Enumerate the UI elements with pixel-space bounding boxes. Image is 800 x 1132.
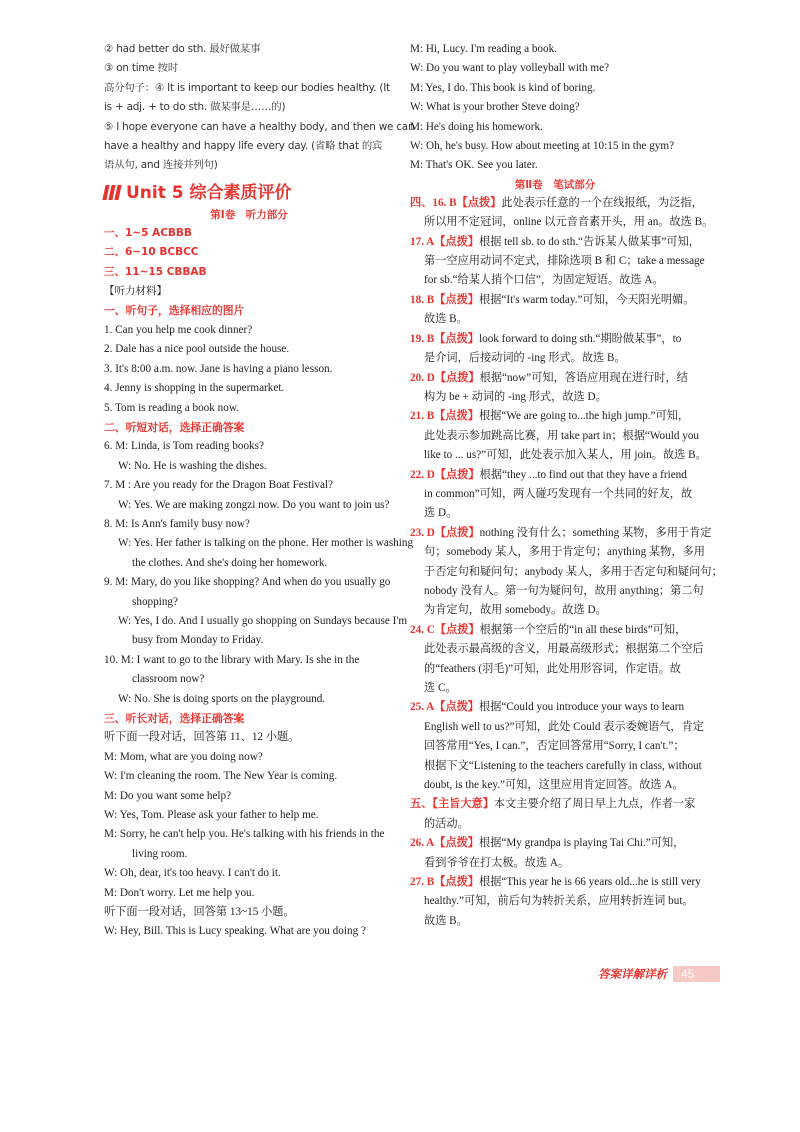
explanation-line (410, 815, 700, 834)
dialog-line: W: Hey, Bill. This is Lucy speaking. What are you doing ? (104, 925, 366, 938)
answer-label: 一、1~5 (104, 226, 153, 239)
explanation-line (410, 310, 700, 329)
answer-label: 二、6~10 (104, 246, 160, 259)
explanation-text: 根据 tell sb. to do sth.“告诉某人做某事”可知， (479, 235, 700, 248)
explanation-text: 于否定句和疑问句；anybody 某人，多用于否定句和疑问句； (424, 565, 723, 578)
explanation-line (410, 407, 700, 426)
explanation-line (410, 873, 700, 892)
explanation-text: for sb.“给某人捎个口信”，为固定短语。故选 A。 (424, 274, 664, 287)
explanation-text: in common”可知，两人碰巧发现有一个共同的好友，故 (424, 487, 693, 500)
listening-sentence: 2. Dale has a nice pool outside the house. (104, 343, 290, 356)
dialog-line: 7. M : Are you ready for the Dragon Boat Festival? (104, 479, 333, 492)
explanation-line (410, 718, 704, 737)
explanation-text: 的“feathers (羽毛)”可知，此处用形容词，作定语。故 (424, 662, 681, 675)
note-line: ② had better do sth. 最好做某事 (104, 43, 261, 55)
explanation-head: 四、16. B【点拨】 (410, 196, 502, 209)
explanation-text: 故选 B。 (424, 313, 468, 326)
dialog-line: 10. M: I want to go to the library with Mary. Is she in the (104, 653, 360, 666)
explanation-text: 根据“now”可知，答语应用现在进行时，结 (479, 371, 688, 384)
page-number: 45 (673, 966, 720, 982)
listening-sentence: 3. It's 8:00 a.m. now. Jane is having a piano lesson. (104, 362, 333, 375)
dialog-line: M: Mom, what are you doing now? (104, 750, 263, 763)
explanation-text: 选 D。 (424, 507, 458, 520)
note-line: ③ on time 按时 (104, 62, 179, 75)
explanation-line (410, 349, 700, 368)
explanation-item (410, 834, 700, 873)
explanation-line (410, 369, 700, 388)
dialog-line: M: Yes, I do. This book is kind of boring. (410, 81, 596, 94)
dialog-line: M: Don't worry. Let me help you. (104, 886, 255, 899)
part1-heading: 第Ⅰ卷 听力部分 (210, 208, 288, 221)
dialog-line: W: No. She is doing sports on the playground. (118, 692, 326, 705)
answer-value: CBBAB (166, 265, 207, 278)
dialog-line: classroom now? (132, 673, 205, 686)
dialog-line: busy from Monday to Friday. (132, 634, 264, 647)
explanation-line (410, 543, 705, 562)
dialog-continued (410, 40, 700, 176)
dialog-line: W: Yes. Her father is talking on the phone. Her mother is washing (118, 537, 414, 550)
dialog-line: W: Yes, I do. And I usually go shopping on Sundays because I'm (118, 614, 408, 627)
explanation-text: healthy.”可知，前后句为转折关系，应用转折连词 but。 (424, 895, 694, 908)
explanation-head: 21. B【点拨】 (410, 410, 479, 423)
section2-dialogs (104, 437, 414, 709)
footer-label: 答案详解详析 (598, 967, 667, 981)
explanation-text: nothing 没有什么；something 某物，多用于肯定 (479, 526, 712, 539)
handwritten-notes (104, 40, 415, 176)
explanation-line (410, 795, 700, 814)
explanation-text: 的活动。 (424, 817, 469, 830)
explanation-text: 本文主要介绍了周日早上九点，作者一家 (493, 798, 696, 811)
explanation-text: 此处表示参加跳高比赛，用 take part in；根据“Would you (424, 429, 700, 442)
explanation-item (410, 194, 714, 233)
explanation-line (410, 776, 700, 795)
page-footer (598, 965, 738, 983)
material-label: 【听力材料】 (104, 285, 167, 298)
explanation-line (410, 524, 712, 543)
explanation-line (410, 601, 700, 620)
explanation-head: 22. D【点拨】 (410, 468, 480, 481)
explanation-text: 回答常用“Yes, I can.”，否定回答常用“Sorry, I can't.”； (424, 740, 685, 753)
explanation-text: 根据下文“Listening to the teachers carefully in class, without (424, 759, 702, 772)
listening-sentence: 4. Jenny is shopping in the supermarket. (104, 382, 285, 395)
section3-heading: 三、听长对话，选择正确答案 (104, 712, 245, 725)
section1-items (104, 321, 394, 418)
explanation-head: 27. B【点拨】 (410, 876, 479, 889)
note-line: have a healthy and happy life every day. (省略 that 的宾 (104, 140, 383, 153)
explanation-text: nobody 没有人。第一句为疑问句，故用 anything；第二句 (424, 584, 704, 597)
dialog-line: 8. M: Is Ann's family busy now? (104, 517, 250, 530)
note-line: 语从句, and 连接并列句) (104, 159, 218, 172)
dialog-line: W: What is your brother Steve doing? (410, 101, 580, 114)
explanation-line (410, 504, 700, 523)
explanation-text: 根据第一个空后的“in all these birds”可知， (479, 623, 687, 636)
explanation-head: 24. C【点拨】 (410, 623, 480, 636)
explanation-line (410, 892, 700, 911)
section3-dialogs (104, 728, 394, 941)
left-column (104, 40, 415, 942)
dialog-line: M: Do you want some help? (104, 789, 232, 802)
explanation-line (410, 660, 700, 679)
dialog-line: 听下面一段对话，回答第 13~15 小题。 (104, 906, 295, 919)
explanation-head: 20. D【点拨】 (410, 371, 480, 384)
explanation-line (410, 271, 700, 290)
dialog-line: W: Oh, he's busy. How about meeting at 10:15 in the gym? (410, 140, 675, 153)
dialog-line: 6. M: Linda, is Tom reading books? (104, 440, 264, 453)
answer-value: ACBBB (152, 226, 192, 239)
dialog-line: the clothes. And she's doing her homework. (132, 556, 328, 569)
explanation-line (410, 854, 700, 873)
explanation-item (410, 291, 700, 330)
explanation-line (410, 621, 700, 640)
explanation-text: English well to us?”可知，此处 Could 表示委婉语气，肯定 (424, 720, 704, 733)
explanation-item (410, 621, 704, 699)
right-column (410, 40, 723, 931)
explanation-text: 是介词，后接动词的 -ing 形式。故选 B。 (424, 352, 626, 365)
explanation-head: 26. A【点拨】 (410, 837, 479, 850)
explanation-line (410, 757, 700, 776)
dialog-line: M: Hi, Lucy. I'm reading a book. (410, 43, 558, 55)
explanation-item (410, 873, 700, 931)
explanation-item (410, 698, 704, 795)
dialog-line: M: Sorry, he can't help you. He's talking with his friends in the (104, 828, 385, 841)
explanation-text: 为肯定句，故用 somebody。故选 D。 (424, 604, 607, 617)
explanation-text: 根据“My grandpa is playing Tai Chi.”可知， (479, 837, 685, 850)
dialog-line: W: Oh, dear, it's too heavy. I can't do it. (104, 867, 281, 880)
explanation-text: 构为 be + 动词的 -ing 形式，故选 D。 (424, 390, 607, 403)
explanation-item (410, 524, 723, 621)
dialog-line: W: Do you want to play volleyball with me? (410, 62, 610, 75)
explanation-line (410, 252, 705, 271)
dialog-line: W: No. He is washing the dishes. (118, 459, 267, 472)
explanation-line (410, 834, 700, 853)
explanation-text: 根据“We are going to...the high jump.”可知， (479, 410, 690, 423)
note-line: is + adj. + to do sth. 做某事是……的) (104, 101, 286, 114)
explanation-text: 故选 B。 (424, 914, 468, 927)
explanation-line (410, 291, 700, 310)
dialog-line: 听下面一段对话，回答第 11、12 小题。 (104, 731, 300, 744)
explanation-text: 根据“Could you introduce your ways to learn (479, 701, 685, 714)
explanation-text: doubt, is the key.”可知，这里应用肯定回答。故选 A。 (424, 779, 684, 792)
explanation-item (410, 466, 700, 524)
explanation-text: 句；somebody 某人，多用于肯定句；anything 某物，多用 (424, 546, 705, 559)
explanation-head: 17. A【点拨】 (410, 235, 479, 248)
explanation-line (410, 446, 707, 465)
explanation-text: 根据“This year he is 66 years old...he is still very (479, 876, 701, 889)
dialog-line: W: Yes. We are making zongzi now. Do you want to join us? (118, 498, 390, 511)
explanation-line (410, 563, 723, 582)
note-line: ⑤ I hope everyone can have a healthy body, and then we can (104, 120, 415, 133)
explanation-line (410, 213, 714, 232)
answer-row (104, 263, 394, 282)
explanation-line (410, 388, 700, 407)
explanation-text: 看到爷爷在打太极。故选 A。 (424, 856, 570, 869)
explanation-head: 五、【主旨大意】 (410, 798, 494, 811)
unit-title (104, 180, 394, 206)
explanation-head: 23. D【点拨】 (410, 526, 480, 539)
title-bars-icon (104, 185, 120, 200)
explanation-line (410, 466, 700, 485)
explanation-text: 此处表示任意的一个在线报纸，为泛指， (501, 196, 703, 209)
dialog-line: W: Yes, Tom. Please ask your father to help me. (104, 809, 319, 822)
listening-sentence: 1. Can you help me cook dinner? (104, 323, 253, 336)
explanation-head: 18. B【点拨】 (410, 293, 479, 306)
explanation-line (410, 485, 700, 504)
explanation-text: 根据“they ...to find out that they have a friend (479, 468, 687, 481)
listening-sentence: 5. Tom is reading a book now. (104, 401, 240, 414)
answer-keys (104, 224, 394, 282)
explanation-line (410, 194, 703, 213)
section2-heading: 二、听短对话，选择正确答案 (104, 420, 245, 434)
dialog-line: living room. (132, 847, 188, 860)
explanation-line (410, 737, 700, 756)
dialog-line: M: He's doing his homework. (410, 120, 543, 133)
explanation-line (410, 233, 700, 252)
explanation-line (410, 912, 700, 931)
explanation-line (410, 640, 704, 659)
explanation-text: look forward to doing sth.“期盼做某事”，to (479, 332, 682, 345)
explanation-line (410, 582, 704, 601)
explanation-text: like to ... us?”可知，此处表示加入某人，用 join。故选 B。 (424, 449, 707, 462)
section1-heading: 一、听句子，选择相应的图片 (104, 304, 245, 318)
dialog-line: 9. M: Mary, do you like shopping? And when do you usually go (104, 576, 391, 589)
dialog-line: shopping? (132, 595, 178, 608)
explanation-item (410, 233, 705, 291)
explanation-text: 此处表示最高级的含义，用最高级形式；根据第二个空后 (424, 643, 704, 656)
explanation-line (410, 679, 700, 698)
explanation-text: 根据“It's warm today.”可知，今天阳光明媚。 (479, 293, 695, 306)
explanation-line (410, 330, 700, 349)
answer-row (104, 224, 394, 243)
explanation-text: 选 C。 (424, 682, 457, 694)
explanation-head: 19. B【点拨】 (410, 332, 479, 345)
explanation-line (410, 698, 700, 717)
dialog-line: W: I'm cleaning the room. The New Year is coming. (104, 770, 338, 783)
explanation-item (410, 795, 700, 834)
part2-heading: 第Ⅱ卷 笔试部分 (514, 178, 596, 191)
note-line: 高分句子：④ It is important to keep our bodies healthy. (It (104, 81, 390, 94)
explanation-line (410, 427, 700, 446)
explanation-item (410, 407, 707, 465)
explanations (410, 194, 723, 931)
explanation-text: 所以用不定冠词，online 以元音音素开头，用 an。故选 B。 (424, 216, 714, 229)
answer-value: BCBCC (159, 246, 199, 259)
explanation-item (410, 330, 700, 369)
explanation-head: 25. A【点拨】 (410, 701, 479, 714)
explanation-item (410, 369, 700, 408)
dialog-line: M: That's OK. See you later. (410, 159, 538, 172)
answer-row (104, 243, 394, 262)
explanation-text: 第一空应用动词不定式，排除选项 B 和 C；take a message (424, 255, 705, 268)
answer-label: 三、11~15 (104, 265, 167, 278)
unit-title-text: Unit 5 综合素质评价 (126, 182, 292, 203)
